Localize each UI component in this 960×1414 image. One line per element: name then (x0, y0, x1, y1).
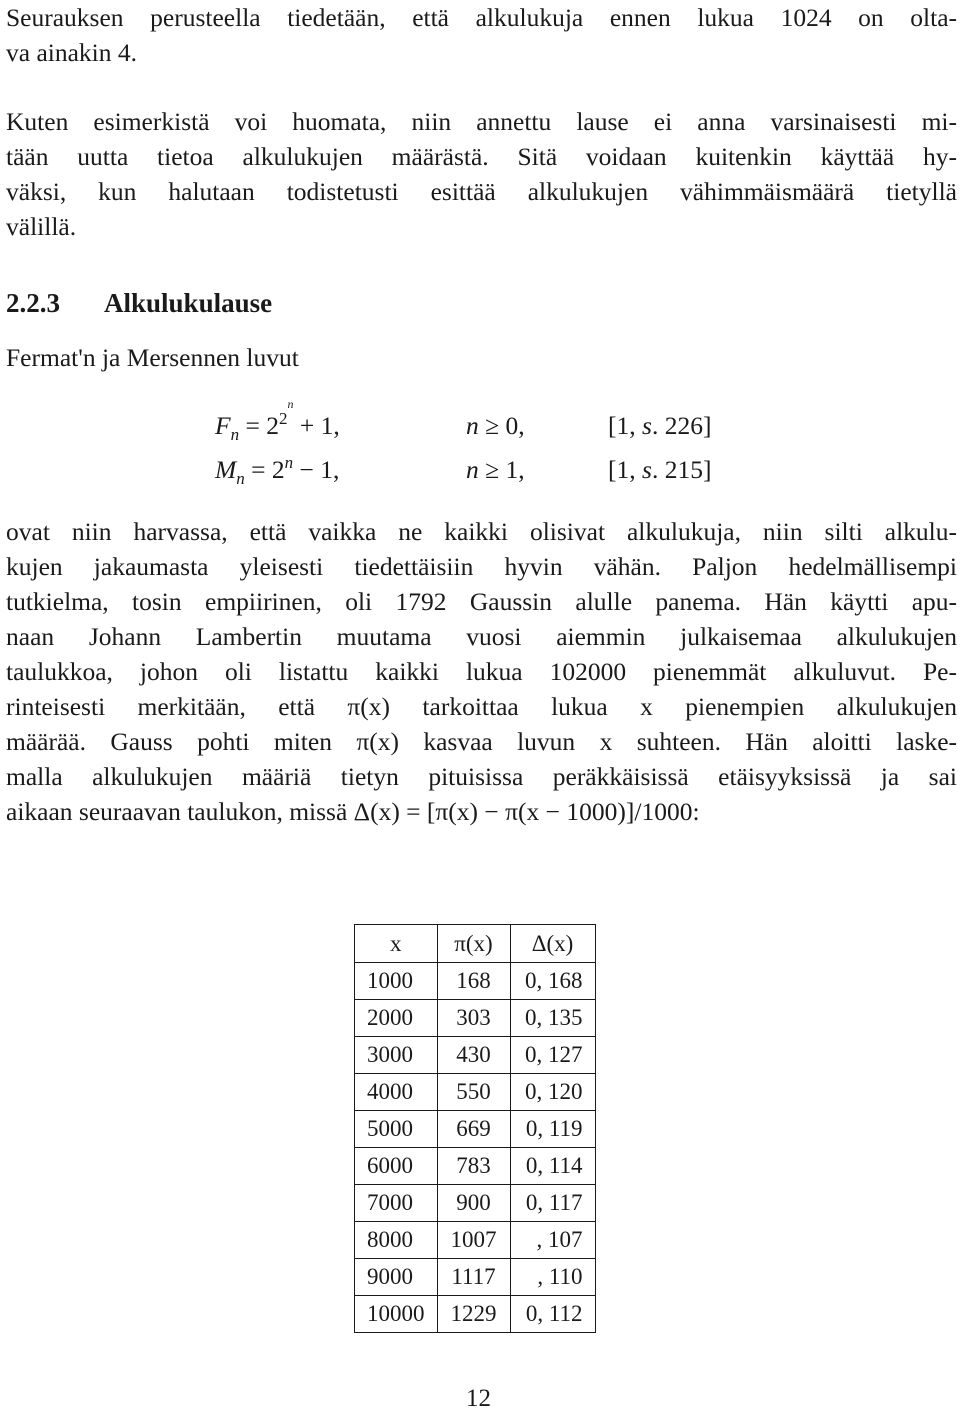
paragraph-3 (6, 514, 957, 829)
equation-1-reference (608, 408, 711, 443)
text-line: määrää. Gauss pohti miten π(x) kasvaa luvun x suhteen. Hän aloitti laske- (6, 727, 957, 756)
eq-var: F (215, 411, 231, 440)
text-line: tään uutta tietoa alkulukujen määrästä. Sitä voidaan kuitenkin käyttää hy- (6, 142, 957, 171)
text-line: väksi, kun halutaan todistetusti esittää alkulukujen vähimmäismäärä tietyllä (6, 177, 957, 206)
eq-subscript: n (236, 469, 245, 488)
eq-exponent-2: n (287, 397, 294, 411)
header-pi: π(x) (437, 925, 510, 963)
cell-x: 9000 (355, 1259, 438, 1296)
cell-pi: 1007 (437, 1222, 510, 1259)
eq-rhs: = 2 (245, 411, 279, 440)
table-row (355, 1000, 596, 1037)
cell-pi: 900 (437, 1185, 510, 1222)
cell-x: 7000 (355, 1185, 438, 1222)
header-x: x (355, 925, 438, 963)
section-heading (6, 286, 272, 321)
section-title: Alkulukulause (104, 288, 273, 318)
table-row (355, 1074, 596, 1111)
cell-x: 3000 (355, 1037, 438, 1074)
intro-paragraph (6, 0, 957, 70)
eq-ref-s: s (642, 411, 652, 440)
cell-delta: 0, 120 (510, 1074, 595, 1111)
eq-cond-var: n (466, 455, 479, 484)
cell-pi: 430 (437, 1037, 510, 1074)
table-header-row (355, 925, 596, 963)
table-row (355, 1296, 596, 1333)
page-number: 12 (466, 1385, 491, 1412)
eq-subscript: n (230, 425, 240, 444)
text-line: ovat niin harvassa, että vaikka ne kaikki olisivat alkulukuja, niin silti alkulu- (6, 517, 957, 546)
text-line: rinteisesti merkitään, että π(x) tarkoittaa lukua x pienempien alkulukujen (6, 692, 957, 721)
cell-delta: 0, 112 (510, 1296, 595, 1333)
table-row (355, 1037, 596, 1074)
eq-ref-page: . 226] (651, 411, 712, 440)
cell-delta: 0, 135 (510, 1000, 595, 1037)
eq-cond: ≥ 1, (478, 455, 525, 484)
cell-delta: 0, 127 (510, 1037, 595, 1074)
cell-delta: 0, 119 (510, 1111, 595, 1148)
eq-cond-var: n (466, 411, 479, 440)
cell-pi: 783 (437, 1148, 510, 1185)
cell-pi: 1117 (437, 1259, 510, 1296)
cell-delta: 0, 117 (510, 1185, 595, 1222)
table-row (355, 1259, 596, 1296)
eq-cond: ≥ 0, (478, 411, 525, 440)
cell-x: 1000 (355, 963, 438, 1000)
cell-delta: 0, 114 (510, 1148, 595, 1185)
equation-2-lhs (215, 452, 339, 490)
equation-1-lhs (215, 397, 340, 448)
text-line: aikaan seuraavan taulukon, missä Δ(x) = [π(x) − π(x − 1000)]/1000: (6, 797, 700, 826)
prime-count-table (354, 924, 596, 1333)
eq-ref-page: . 215] (651, 455, 712, 484)
table-row (355, 1222, 596, 1259)
cell-pi: 303 (437, 1000, 510, 1037)
equation-2-reference (608, 452, 711, 487)
text-line: va ainakin 4. (6, 38, 137, 67)
cell-x: 6000 (355, 1148, 438, 1185)
header-delta: Δ(x) (510, 925, 595, 963)
table-row (355, 963, 596, 1000)
cell-pi: 550 (437, 1074, 510, 1111)
text-line: kujen jakaumasta yleisesti tiedettäisiin hyvin vähän. Paljon hedelmällisempi (6, 552, 957, 581)
eq-rhs-tail: + 1, (293, 411, 340, 440)
cell-x: 5000 (355, 1111, 438, 1148)
eq-ref: [1, (608, 455, 642, 484)
paragraph-2 (6, 104, 957, 244)
cell-delta: 0, 168 (510, 963, 595, 1000)
cell-delta: , 107 (510, 1222, 595, 1259)
cell-x: 4000 (355, 1074, 438, 1111)
cell-delta: , 110 (510, 1259, 595, 1296)
text-line: malla alkulukujen määriä tietyn pituisissa peräkkäisissä etäisyyksissä ja sai (6, 762, 957, 791)
table-row (355, 1185, 596, 1222)
subheading: Fermat'n ja Mersennen luvut (6, 343, 299, 372)
table-row (355, 1148, 596, 1185)
text-line: Kuten esimerkistä voi huomata, niin annettu lause ei anna varsinaisesti mi- (6, 107, 957, 136)
text-line: Seurauksen perusteella tiedetään, että alkulukuja ennen lukua 1024 on olta- (6, 3, 957, 32)
equation-1-condition (466, 408, 525, 443)
eq-rhs: = 2 (251, 455, 285, 484)
table-row (355, 1111, 596, 1148)
cell-x: 8000 (355, 1222, 438, 1259)
cell-pi: 1229 (437, 1296, 510, 1333)
equation-2-condition (466, 452, 525, 487)
eq-var: M (215, 455, 237, 484)
cell-pi: 168 (437, 963, 510, 1000)
eq-ref-s: s (642, 455, 652, 484)
cell-pi: 669 (437, 1111, 510, 1148)
eq-rhs-tail: − 1, (293, 455, 340, 484)
cell-x: 2000 (355, 1000, 438, 1037)
text-line: taulukkoa, johon oli listattu kaikki lukua 102000 pienemmät alkuluvut. Pe- (6, 657, 957, 686)
text-line: välillä. (6, 212, 77, 241)
text-line: tutkielma, tosin empiirinen, oli 1792 Gaussin alulle panema. Hän käytti apu- (6, 587, 957, 616)
section-number: 2.2.3 (6, 288, 60, 318)
eq-exponent: 2 (278, 409, 288, 428)
cell-x: 10000 (355, 1296, 438, 1333)
eq-exponent: n (284, 453, 294, 472)
text-line: naan Johann Lambertin muutama vuosi aiemmin julkaisemaa alkulukujen (6, 622, 957, 651)
eq-ref: [1, (608, 411, 642, 440)
